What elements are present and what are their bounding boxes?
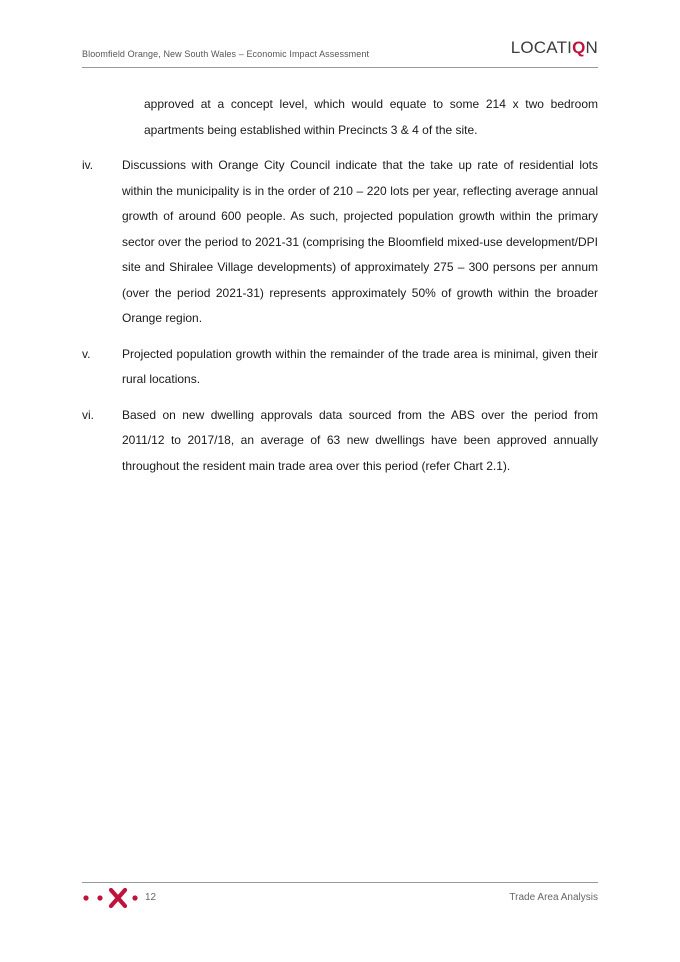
list-numeral: vi. xyxy=(82,407,94,422)
logo-text-accent: Q xyxy=(572,38,586,57)
list-item-iv xyxy=(82,153,598,332)
page-footer xyxy=(82,886,598,910)
list-numeral: iv. xyxy=(82,158,94,172)
paragraph-text: approved at a concept level, which would equate to some 214 x two bedroom apartments being established within Precincts 3 & 4 of the site. xyxy=(144,97,598,137)
logo-text-start: LOCATI xyxy=(510,38,573,57)
list-item-text: Based on new dwelling approvals data sourced from the ABS over the period from 2011/12 to 2017/18, an average of 63 new dwellings have been approved annually throughout the resident main trade area over this period (refer Chart 2.1). xyxy=(122,407,598,473)
list-item-vi xyxy=(82,403,598,480)
list-item-text: Discussions with Orange City Council indicate that the take up rate of residential lots within the municipality is in the order of 210 – 220 lots per year, reflecting average annual growth of around 600 people. As such, projected population growth within the primary sector over the period to 2021-31 (comprising the Bloomfield mixed-use development/DPI site and Shiralee Village developments) of approximately 275 – 300 persons per annum (over the period 2021-31) represents approximately 50% of growth within the broader Orange region. xyxy=(122,158,598,325)
dots-x-mark-icon xyxy=(82,888,142,908)
page-header xyxy=(82,36,598,68)
list-numeral: v. xyxy=(82,346,91,361)
page-body xyxy=(82,92,598,489)
list-item-text: Projected population growth within the remainder of the trade area is minimal, given their rural locations. xyxy=(122,346,598,386)
locationiq-logo xyxy=(511,38,598,58)
list-item-v xyxy=(82,342,598,393)
section-name: Trade Area Analysis xyxy=(509,892,598,903)
header-divider xyxy=(82,67,598,68)
logo-text-end: N xyxy=(585,38,598,57)
document-title: Bloomfield Orange, New South Wales – Economic Impact Assessment xyxy=(82,49,370,59)
footer-divider xyxy=(82,882,598,883)
page-number: 12 xyxy=(145,892,157,903)
continued-paragraph xyxy=(82,92,598,143)
